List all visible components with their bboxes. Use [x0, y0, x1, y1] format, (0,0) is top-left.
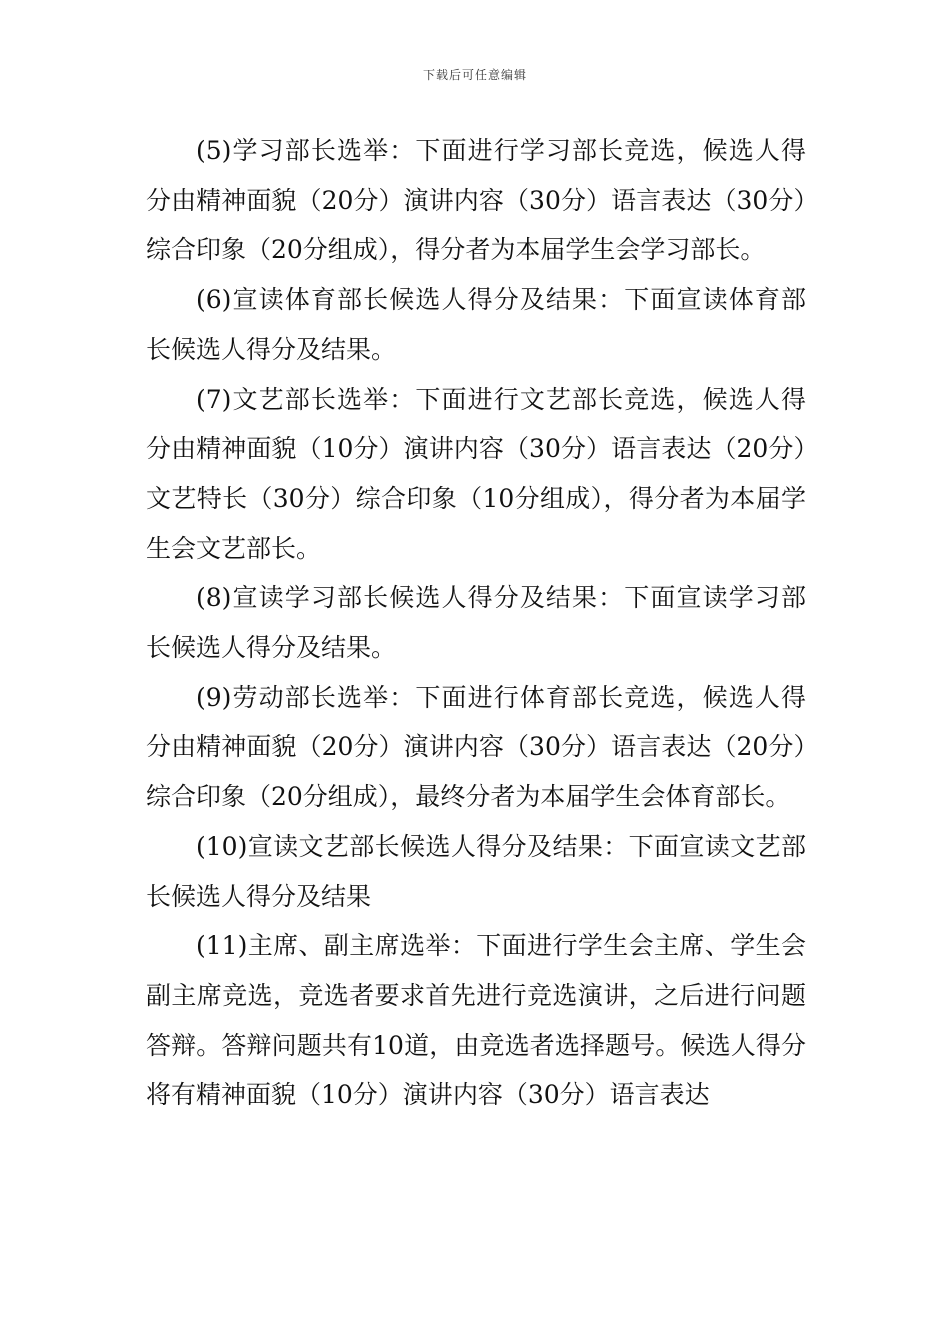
- paragraph-chairman-election: (11)主席、副主席选举：下面进行学生会主席、学生会副主席竞选，竞选者要求首先进行竞选演讲，之后进行问题答辩。答辩问题共有10道，由竞选者选择题号。候选人得分将有精神面貌（10分）演讲内容（30分）语言表达: [146, 931, 806, 1110]
- paragraph-arts-minister-results: (10)宣读文艺部长候选人得分及结果：下面宣读文艺部长候选人得分及结果: [146, 831, 806, 911]
- paragraph-sports-minister-results: (6)宣读体育部长候选人得分及结果：下面宣读体育部长候选人得分及结果。: [146, 285, 806, 364]
- paragraph-study-minister-election: (5)学习部长选举：下面进行学习部长竞选，候选人得分由精神面貌（20分）演讲内容（30分）语言表达（30分）综合印象（20分组成），得分者为本届学生会学习部长。: [146, 136, 806, 265]
- paragraph-labor-minister-election: (9)劳动部长选举：下面进行体育部长竞选，候选人得分由精神面貌（20分）演讲内容（30分）语言表达（20分）综合印象（20分组成），最终分者为本届学生会体育部长。: [146, 682, 806, 812]
- paragraph-arts-minister-election: (7)文艺部长选举：下面进行文艺部长竞选，候选人得分由精神面貌（10分）演讲内容（30分）语言表达（20分）文艺特长（30分）综合印象（10分组成），得分者为本届学生会文艺部长。: [146, 384, 806, 563]
- document-body: [146, 126, 806, 1120]
- page-header: 下载后可任意编辑: [422, 68, 527, 82]
- paragraph-study-minister-results: (8)宣读学习部长候选人得分及结果：下面宣读学习部长候选人得分及结果。: [146, 583, 806, 663]
